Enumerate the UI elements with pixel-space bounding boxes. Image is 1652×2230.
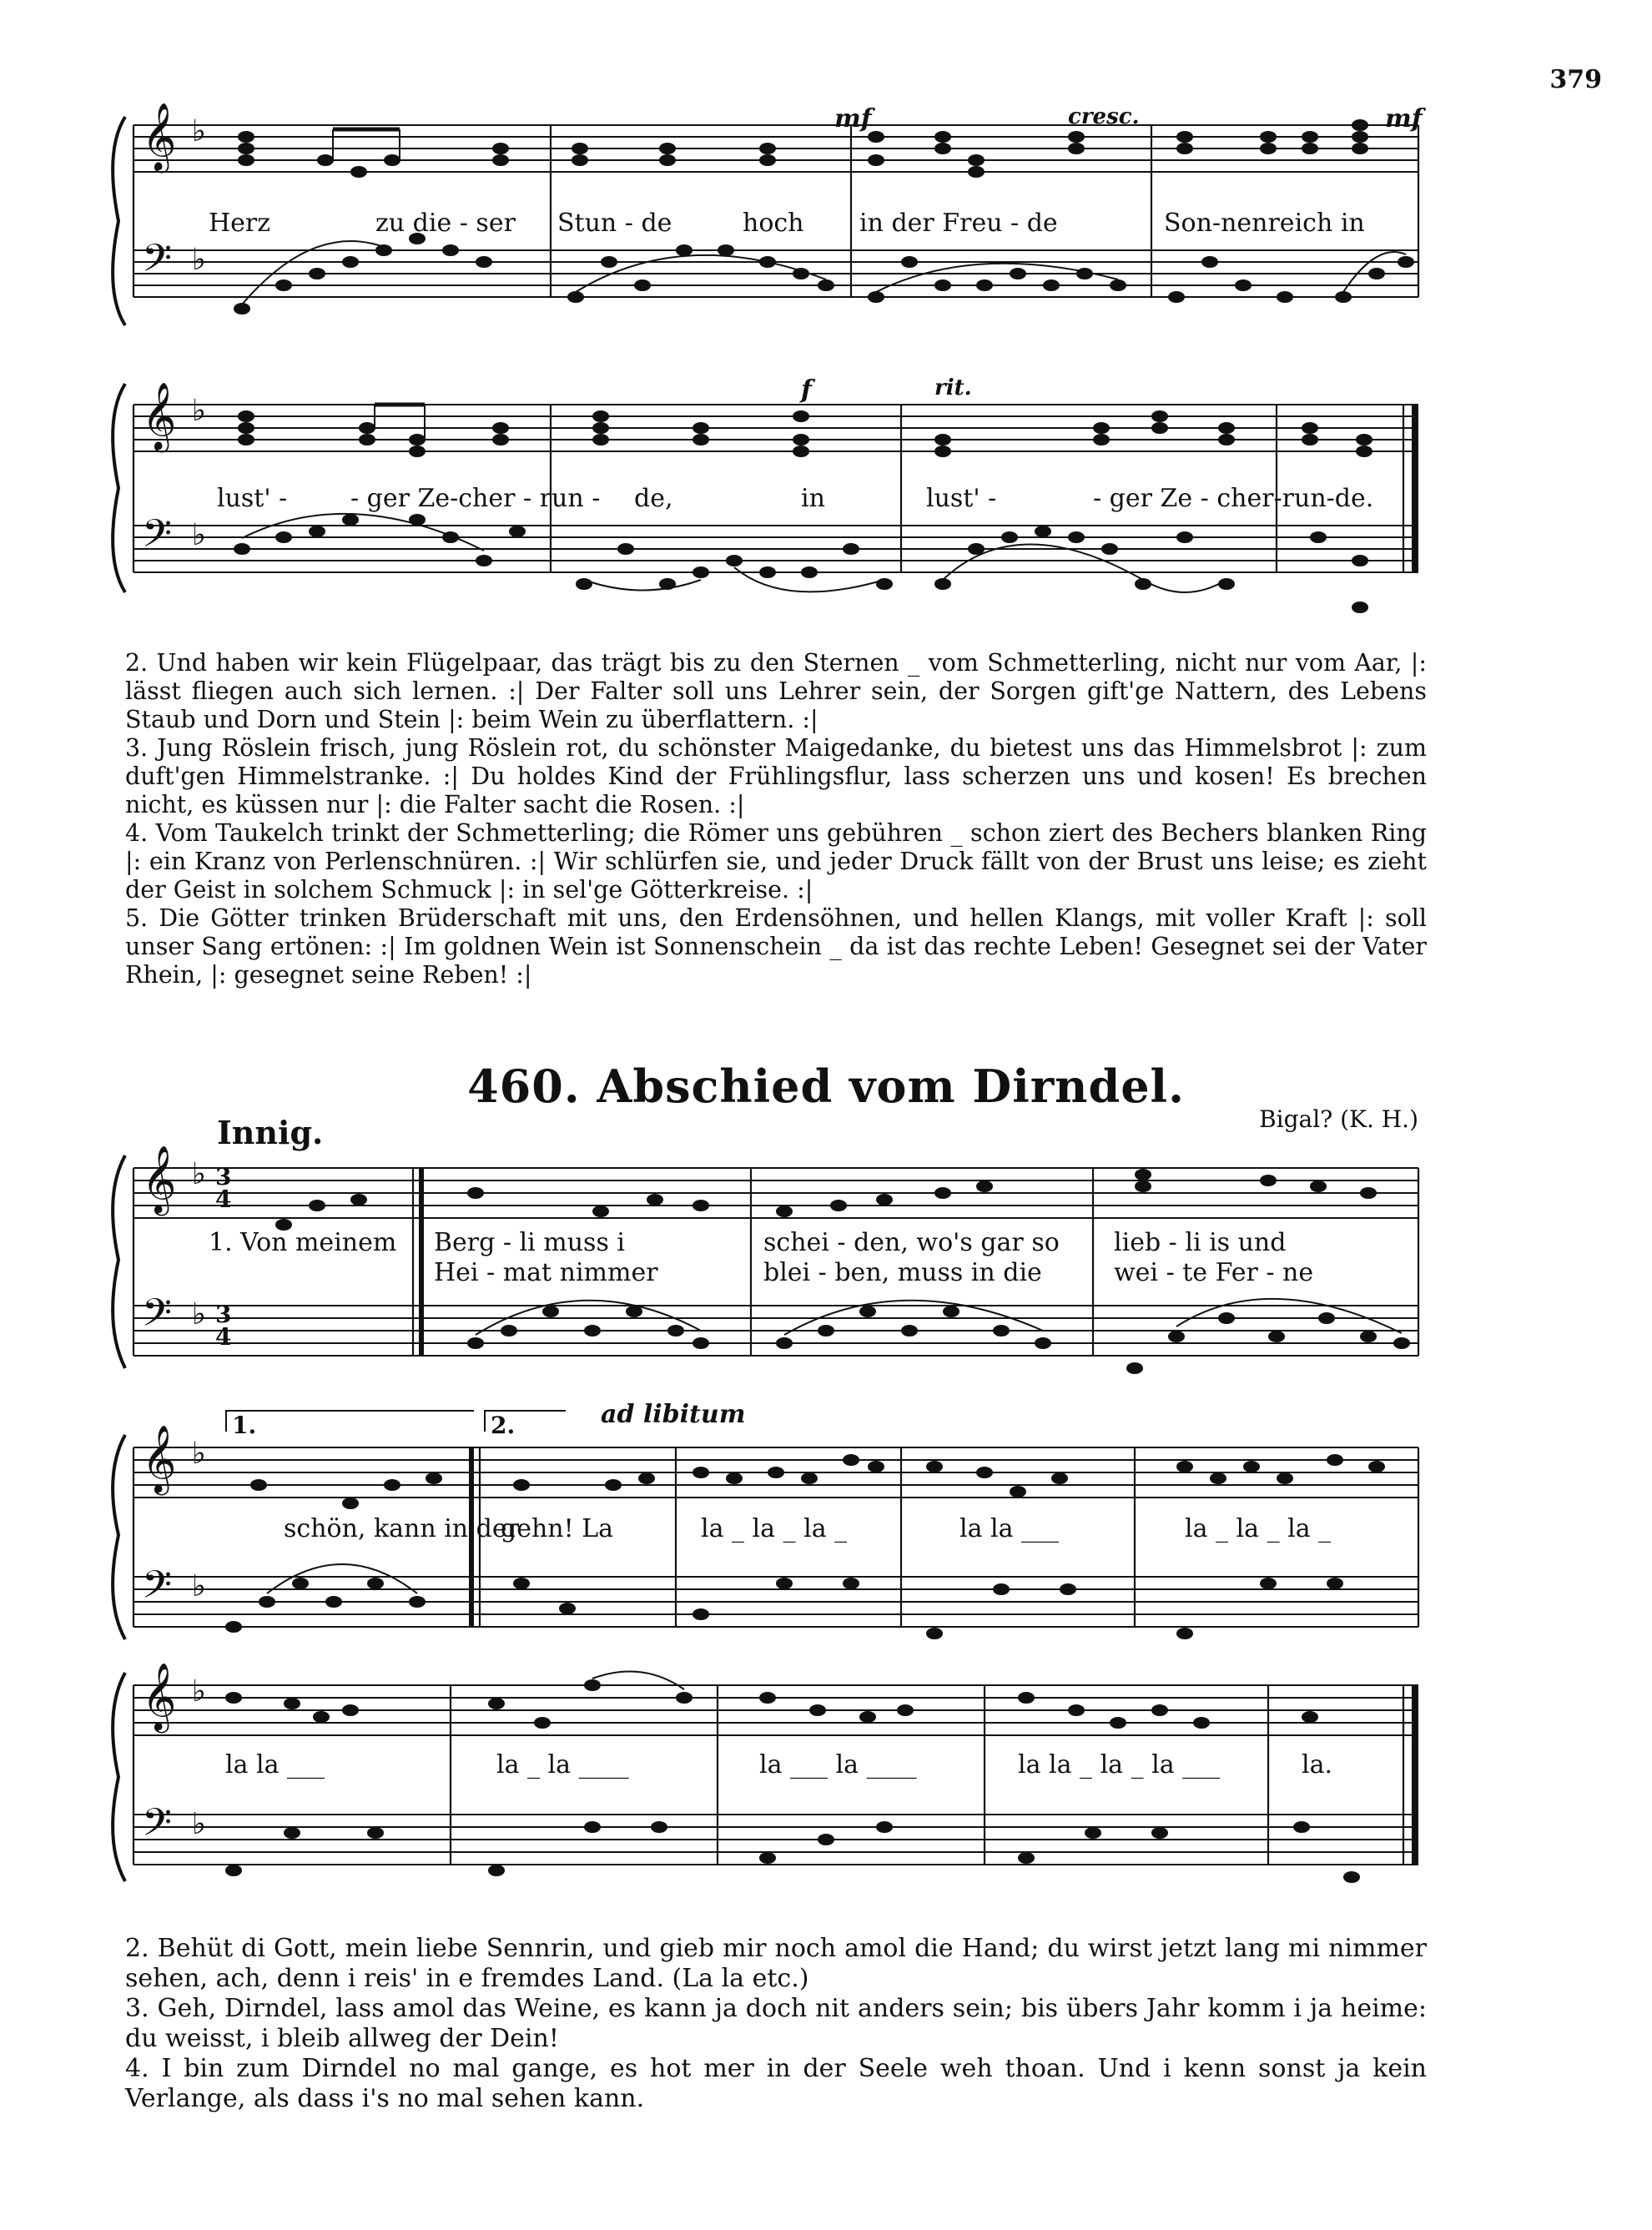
lyric: Herz <box>209 209 271 238</box>
tempo-marking: Innig. <box>217 1114 324 1151</box>
bass-clef-icon: 𝄢 <box>142 236 173 290</box>
treble-staff <box>133 1685 1418 1735</box>
key-signature: ♭ <box>192 394 206 428</box>
bass-staff <box>133 1815 1418 1865</box>
verse-2: 2. Und haben wir kein Flügelpaar, das trägt bis zu den Sternen _ vom Schmetterling, nicht nur vom Aar, |: lässt fliegen auch sich lernen. :| Der Falter soll uns Lehrer sein, der Sorgen gift'ge Nattern, des Lebens Staub und Dorn und Stein |: beim Wein zu überflattern. :| <box>125 649 1427 733</box>
lyric: de, <box>634 484 673 513</box>
key-signature: ♭ <box>192 243 206 277</box>
score-system-1 <box>100 100 1435 342</box>
lyric: Stun - de <box>557 209 672 238</box>
lyric: Son-nenreich in <box>1164 209 1365 238</box>
lyric: in der Freu - de <box>859 209 1058 238</box>
slurs <box>592 1672 684 1689</box>
time-signature: 3 4 <box>215 1301 232 1351</box>
verse-4: 4. Vom Taukelch trinkt der Schmetterling; die Römer uns gebühren _ schon ziert des Bechers blanken Ring |: ein Kranz von Perlenschnüren. :| Wir schlürfen sie, und jeder Druck fällt von der Brust uns leise; es zieht der Geist in solchem Schmuck |: in sel'ge Götterkreise. :| <box>125 819 1427 904</box>
treble-clef-icon: 𝄞 <box>142 381 177 450</box>
bass-staff <box>133 250 1418 297</box>
grand-staff-5 <box>100 1660 1435 1910</box>
lyric: lust' - <box>217 484 288 513</box>
lyric: hoch <box>743 209 804 238</box>
key-signature: ♭ <box>192 114 206 148</box>
song-1-verses <box>125 649 1427 989</box>
lyric: schön, kann in der <box>284 1514 519 1543</box>
bass-clef-icon: 𝄢 <box>142 1800 173 1855</box>
key-signature: ♭ <box>192 1297 206 1331</box>
verse-2: 2. Behüt di Gott, mein liebe Sennrin, und gieb mir noch amol die Hand; du wirst jetzt lang mi nimmer sehen, ach, denn i reis' in e fremdes Land. (La la etc.) <box>125 1934 1427 1993</box>
lyric: wei - te Fer - ne <box>1114 1258 1314 1287</box>
lyric: la la ___ <box>225 1750 325 1779</box>
slurs <box>476 1299 1402 1335</box>
verse-3: 3. Geh, Dirndel, lass amol das Weine, es kann ja doch nit anders sein; bis übers Jahr komm i ja heime: du weisst, i bleib allweg der Dein! <box>125 1994 1427 2053</box>
dynamic-mf: mf <box>1385 104 1423 133</box>
lyric: - ger Ze - cher-run-de. <box>1093 484 1374 513</box>
song-title: 460. Abschied vom Dirndel. <box>467 1060 1185 1113</box>
key-signature: ♭ <box>192 1437 206 1471</box>
score-system-4 <box>100 1400 1435 1660</box>
lyric: lust' - <box>926 484 997 513</box>
lyric: Hei - mat nimmer <box>434 1258 658 1287</box>
lyric: la _ la _ la _ <box>1185 1514 1332 1543</box>
lyric: la la _ la _ la ___ <box>1018 1750 1221 1779</box>
dynamic-f: f <box>801 375 812 405</box>
page-number: 379 <box>1549 65 1602 94</box>
key-signature: ♭ <box>192 1569 206 1603</box>
verse-3: 3. Jung Röslein frisch, jung Röslein rot, du schönster Maigedanke, du bietest uns das Himmelsbrot |: zum duft'gen Himmelstranke. :| Du holdes Kind der Frühlingsflur, lass scherzen uns und kosen! Es brechen nicht, es küssen nur |: die Falter sacht die Rosen. :| <box>125 734 1427 818</box>
lyric: la _ la _ la _ <box>701 1514 848 1543</box>
lyric: zu die - ser <box>375 209 516 238</box>
bass-staff <box>133 526 1418 572</box>
treble-clef-icon: 𝄞 <box>142 1145 177 1213</box>
verse-4: 4. I bin zum Dirndel no mal gange, es hot mer in der Seele weh thoan. Und i kenn sonst ja kein Verlange, als dass i's no mal sehen kann. <box>125 2054 1427 2113</box>
bass-clef-icon: 𝄢 <box>142 1291 173 1345</box>
lyric: la ___ la ____ <box>759 1750 917 1779</box>
lyric: blei - ben, muss in die <box>763 1258 1042 1287</box>
lyric: 1. Von meinem <box>209 1228 397 1257</box>
bass-clef-icon: 𝄢 <box>142 1563 173 1617</box>
composer-attribution: Bigal? (K. H.) <box>1259 1105 1418 1133</box>
lyric: lieb - li is und <box>1114 1228 1287 1257</box>
dynamic-cresc: cresc. <box>1068 104 1140 129</box>
score-system-5 <box>100 1660 1435 1910</box>
volta-2: 2. <box>484 1410 566 1432</box>
key-signature: ♭ <box>192 1807 206 1841</box>
song-2-verses <box>125 1934 1427 2114</box>
key-signature: ♭ <box>192 518 206 552</box>
verse-5: 5. Die Götter trinken Brüderschaft mit uns, den Erdensöhnen, und hellen Klangs, mit voller Kraft |: soll unser Sang ertönen: :| Im goldnen Wein ist Sonnenschein _ da ist das rechte Leben! Gesegnet sei der Vater Rhein, |: gesegnet seine Reben! :| <box>125 904 1427 989</box>
ad-libitum-marking: ad libitum <box>601 1400 746 1429</box>
lyric: Berg - li muss i <box>434 1228 625 1257</box>
time-signature: 3 4 <box>215 1163 232 1213</box>
treble-staff <box>133 1163 1418 1218</box>
lyric: la _ la ____ <box>496 1750 629 1779</box>
dynamic-mf: mf <box>834 104 872 133</box>
lyric: gehn! La <box>501 1514 613 1543</box>
key-signature: ♭ <box>192 1157 206 1191</box>
treble-clef-icon: 𝄞 <box>142 1662 177 1730</box>
key-signature: ♭ <box>192 1674 206 1709</box>
tempo-rit: rit. <box>934 375 972 400</box>
lyric: in <box>801 484 825 513</box>
lyric: la. <box>1302 1750 1333 1779</box>
treble-clef-icon: 𝄞 <box>142 102 177 170</box>
volta-1: 1. <box>225 1410 474 1432</box>
notes <box>226 1455 1384 1639</box>
score-system-3 <box>100 1114 1435 1393</box>
treble-clef-icon: 𝄞 <box>142 1424 177 1493</box>
score-system-2 <box>100 367 1435 617</box>
lyric: la la ___ <box>959 1514 1060 1543</box>
lyric: schei - den, wo's gar so <box>763 1228 1060 1257</box>
lyric: - ger Ze-cher - run - <box>350 484 601 513</box>
bass-clef-icon: 𝄢 <box>142 511 173 566</box>
